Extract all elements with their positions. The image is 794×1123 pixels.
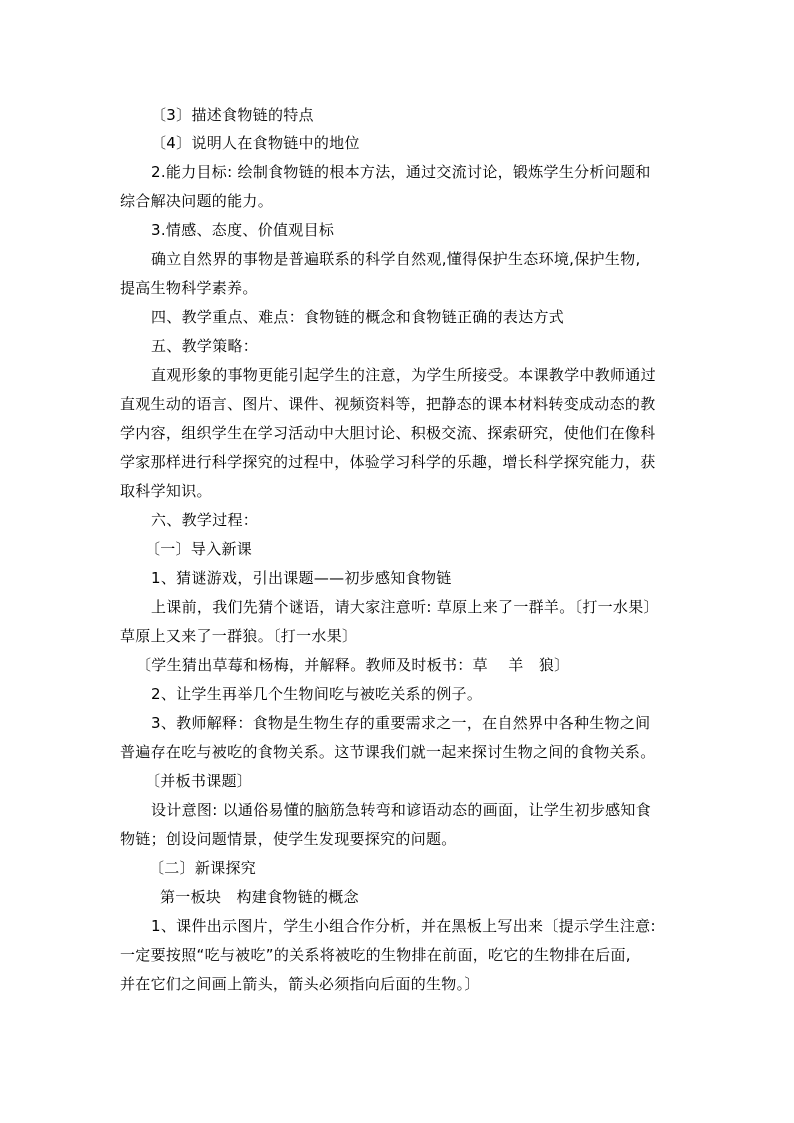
text-line: 〔学生猜出草莓和杨梅，并解释。教师及时板书：草 羊 狼〕 [136,656,570,674]
subsection-heading: 〔二〕新课探究 [149,859,257,877]
text-line: 综合解决问题的能力。 [120,192,274,210]
text-line: 2.能力目标: 绘制食物链的根本方法，通过交流讨论，锻炼学生分析问题和 [151,163,651,181]
section-heading: 五、教学策略： [151,337,259,355]
text-line: 并在它们之间画上箭头，箭头必须指向后面的生物。〕 [120,975,480,993]
section-heading: 四、教学重点、难点：食物链的概念和食物链正确的表达方式 [151,308,565,326]
text-line: 直观形象的事物更能引起学生的注意，为学生所接受。本课教学中教师通过 [151,366,656,384]
text-line: 〔4〕说明人在食物链中的地位 [151,134,360,152]
text-line: 一定要按照“吃与被吃”的关系将被吃的生物排在前面，吃它的生物排在后面, [120,946,631,964]
text-line: 取科学知识。 [120,482,212,500]
text-line: 学家那样进行科学探究的过程中，体验学习科学的乐趣，增长科学探究能力，获 [120,453,656,471]
text-line: 2、让学生再举几个生物间吃与被吃关系的例子。 [151,685,483,703]
text-line: 1、猜谜游戏，引出课题——初步感知食物链 [151,569,452,587]
text-line: 设计意图: 以通俗易懂的脑筋急转弯和谚语动态的画面，让学生初步感知食 [151,801,652,819]
text-line: 3、教师解释：食物是生物生存的重要需求之一，在自然界中各种生物之间 [151,714,651,732]
text-line: 学内容，组织学生在学习活动中大胆讨论、积极交流、探索研究，使他们在像科 [120,424,656,442]
text-line: 1、课件出示图片，学生小组合作分析，并在黑板上写出来〔提示学生注意: [151,917,656,935]
section-heading: 六、教学过程： [151,511,259,529]
text-line: 〔并板书课题〕 [145,772,253,790]
text-line: 上课前，我们先猜个谜语，请大家注意听: 草原上来了一群羊。〔打一水果〕 [151,598,659,616]
text-line: 物链；创设问题情景，使学生发现要探究的问题。 [120,830,457,848]
text-line: 〔3〕描述食物链的特点 [151,106,314,124]
text-line: 直观生动的语言、图片、课件、视频资料等，把静态的课本材料转变成动态的教 [120,395,656,413]
text-line: 草原上又来了一群狼。〔打一水果〕 [120,627,358,645]
subsection-heading: 〔一〕导入新课 [145,540,253,558]
text-line: 普遍存在吃与被吃的食物关系。这节课我们就一起来探讨生物之间的食物关系。 [120,743,656,761]
subsection-heading: 第一板块 构建食物链的概念 [160,888,359,906]
text-line: 3.情感、态度、价值观目标 [151,221,335,239]
text-line: 确立自然界的事物是普遍联系的科学自然观,懂得保护生态环境,保护生物, [151,250,641,268]
text-line: 提高生物科学素养。 [120,279,258,297]
